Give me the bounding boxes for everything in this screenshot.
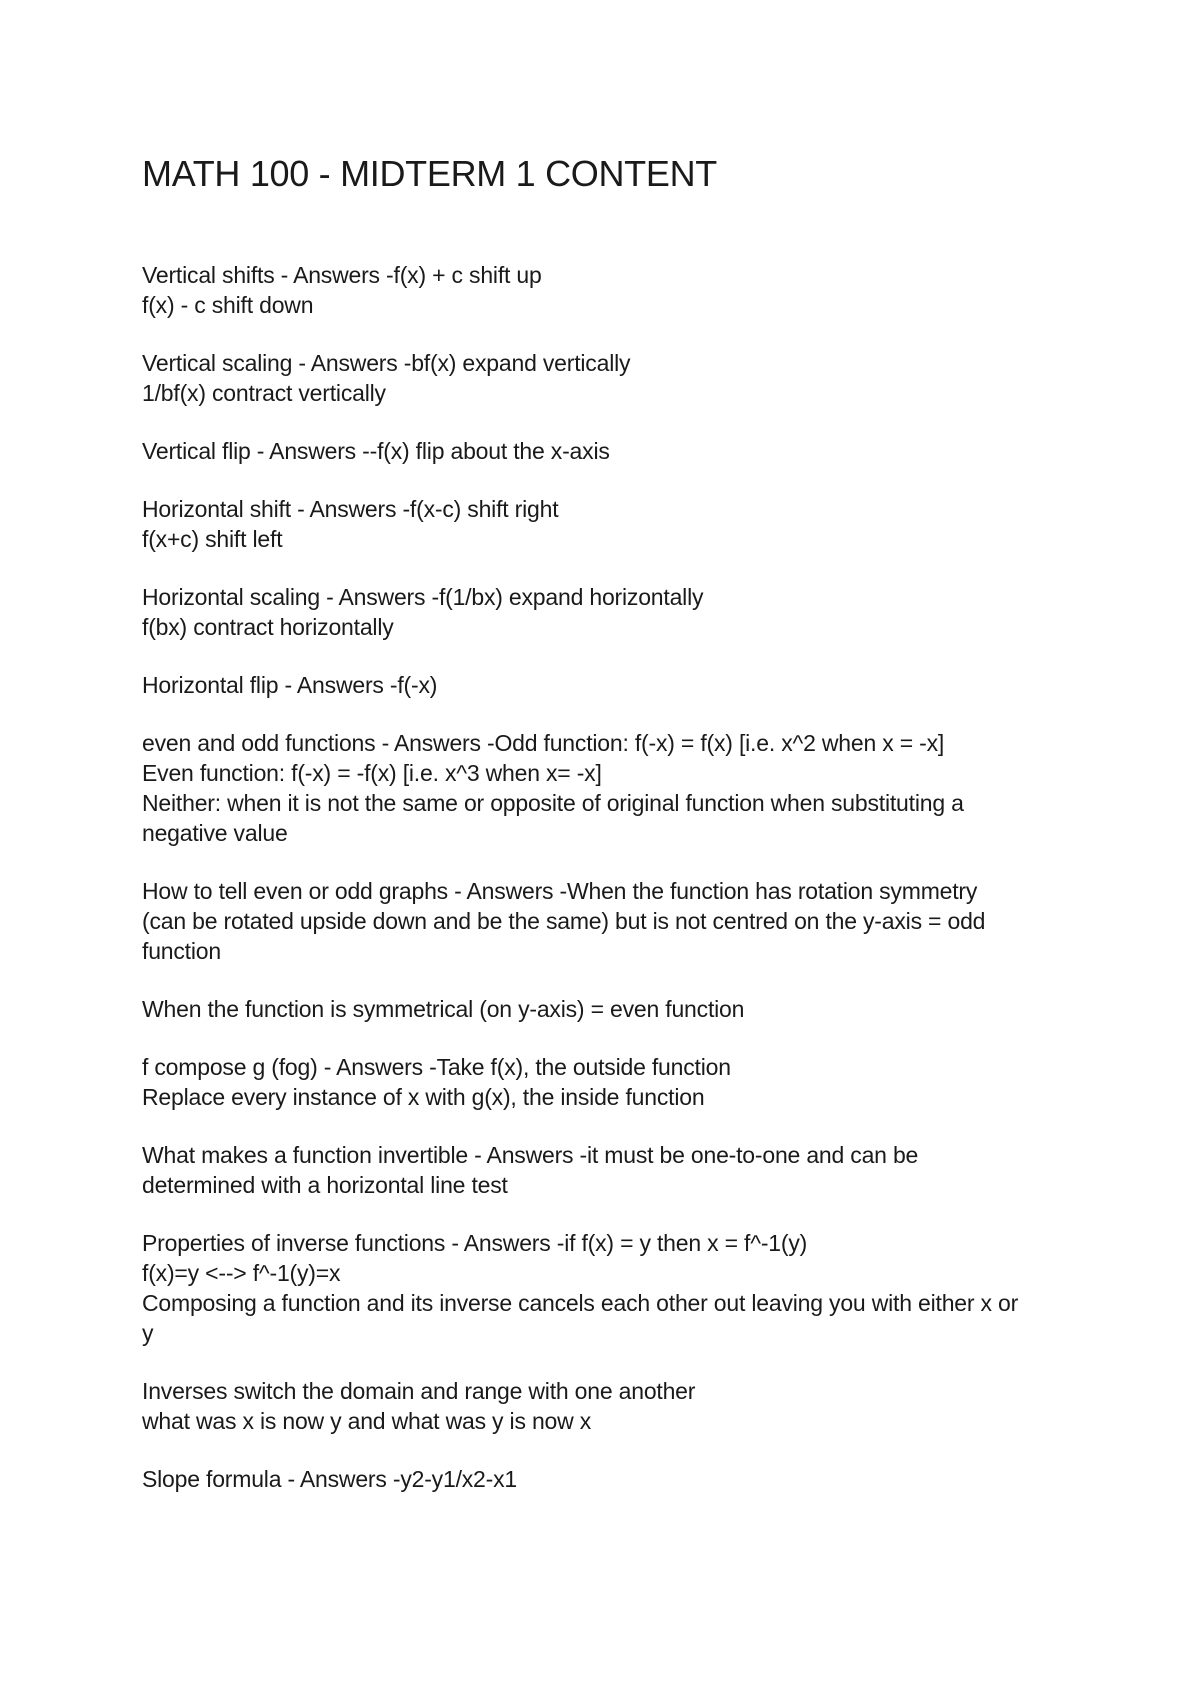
entry-line: When the function is symmetrical (on y-axis) = even function [142, 996, 745, 1022]
entry-line: Horizontal flip - Answers -f(-x) [142, 672, 438, 698]
entry-line: negative value [142, 820, 288, 846]
entry-line: Even function: f(-x) = -f(x) [i.e. x^3 when x= -x] [142, 760, 602, 786]
entry-line: Slope formula - Answers -y2-y1/x2-x1 [142, 1466, 517, 1492]
document-page [142, 150, 1072, 1522]
entry-line: f(x) - c shift down [142, 292, 314, 318]
entry-line: f(bx) contract horizontally [142, 614, 394, 640]
entry-inverses-switch [142, 1376, 1072, 1436]
entry-line: Horizontal shift - Answers -f(x-c) shift right [142, 496, 559, 522]
entry-horizontal-shift [142, 494, 1072, 554]
entry-line: f(x)=y <--> f^-1(y)=x [142, 1260, 341, 1286]
entry-horizontal-flip [142, 670, 1072, 700]
entry-even-odd-functions [142, 728, 1072, 848]
entry-line: Replace every instance of x with g(x), the inside function [142, 1084, 705, 1110]
entry-line: even and odd functions - Answers -Odd function: f(-x) = f(x) [i.e. x^2 when x = -x] [142, 730, 945, 756]
entry-vertical-scaling [142, 348, 1072, 408]
entry-line: f compose g (fog) - Answers -Take f(x), the outside function [142, 1054, 731, 1080]
entry-line: Neither: when it is not the same or opposite of original function when substituting a [142, 790, 964, 816]
entry-line: function [142, 938, 221, 964]
page-title: MATH 100 - MIDTERM 1 CONTENT [142, 153, 717, 194]
entry-line: Composing a function and its inverse cancels each other out leaving you with either x or [142, 1290, 1019, 1316]
entry-line: What makes a function invertible - Answers -it must be one-to-one and can be [142, 1142, 919, 1168]
entry-horizontal-scaling [142, 582, 1072, 642]
entry-f-compose-g [142, 1052, 1072, 1112]
entry-line: Vertical shifts - Answers -f(x) + c shift up [142, 262, 542, 288]
entry-line: Vertical scaling - Answers -bf(x) expand vertically [142, 350, 631, 376]
entry-slope-formula [142, 1464, 1072, 1494]
entry-line: How to tell even or odd graphs - Answers -When the function has rotation symmetry [142, 878, 978, 904]
entry-line: Inverses switch the domain and range with one another [142, 1378, 696, 1404]
entry-line: (can be rotated upside down and be the same) but is not centred on the y-axis = odd [142, 908, 986, 934]
entry-line: f(x+c) shift left [142, 526, 283, 552]
entry-line: 1/bf(x) contract vertically [142, 380, 386, 406]
entry-line: y [142, 1320, 154, 1346]
entry-line: determined with a horizontal line test [142, 1172, 508, 1198]
entry-vertical-shifts [142, 260, 1072, 320]
entry-line: Horizontal scaling - Answers -f(1/bx) expand horizontally [142, 584, 704, 610]
entry-inverse-properties [142, 1228, 1072, 1348]
entry-invertible-function [142, 1140, 1072, 1200]
entry-line: Properties of inverse functions - Answers -if f(x) = y then x = f^-1(y) [142, 1230, 808, 1256]
entry-even-odd-graphs [142, 876, 1072, 966]
entry-line: Vertical flip - Answers --f(x) flip about the x-axis [142, 438, 610, 464]
entry-symmetrical-function [142, 994, 1072, 1024]
entry-vertical-flip [142, 436, 1072, 466]
entry-line: what was x is now y and what was y is now x [142, 1408, 592, 1434]
